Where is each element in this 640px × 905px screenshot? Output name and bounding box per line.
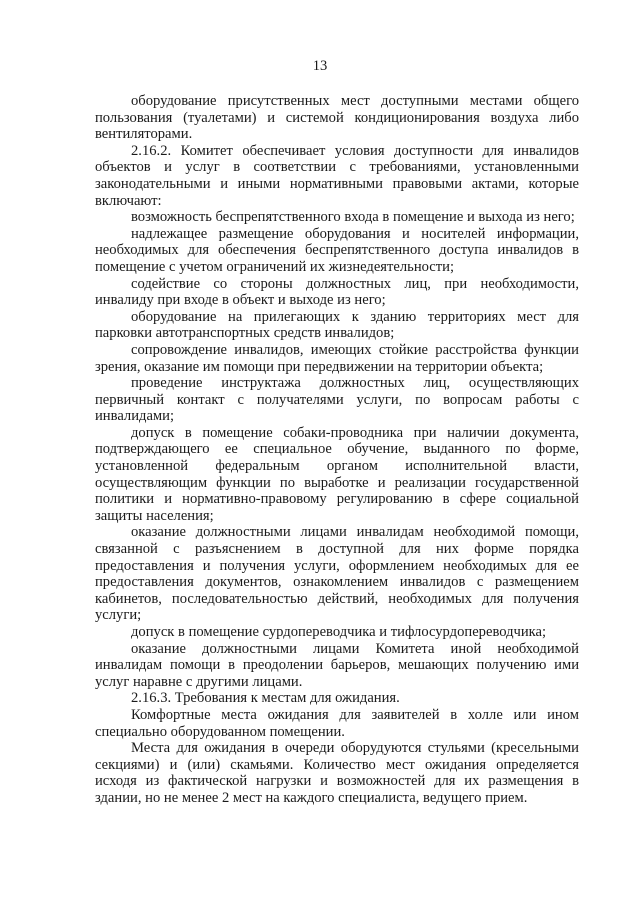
- paragraph: содействие со стороны должностных лиц, при необходимости, инвалиду при входе в объект и выходе из него;: [95, 275, 579, 309]
- page-number: 13: [312, 58, 328, 74]
- paragraph: оказание должностными лицами инвалидам необходимой помощи, связанной с разъяснением в доступной для них форме порядка предоставления и получения услуги, оформлением необходимых для ее предоставления документов, ознакомлением инвалидов с размещением кабинетов, последовательностью действий, необходимых для получения услуги;: [95, 524, 579, 624]
- paragraph: Места для ожидания в очереди оборудуются стульями (кресельными секциями) и (или) скамьями. Количество мест ожидания определяется исходя из фактической нагрузки и возможностей для их размещения в здании, но не менее 2 мест на каждого специалиста, ведущего прием.: [95, 740, 579, 806]
- paragraph: оборудование присутственных мест доступными местами общего пользования (туалетами) и системой кондиционирования воздуха либо вентиляторами.: [95, 93, 579, 143]
- paragraph: проведение инструктажа должностных лиц, осуществляющих первичный контакт с получателями услуги, по вопросам работы с инвалидами;: [95, 375, 579, 425]
- paragraph: 2.16.2. Комитет обеспечивает условия доступности для инвалидов объектов и услуг в соответствии с требованиями, установленными законодательными и иными нормативными правовыми актами, которые включают:: [95, 142, 579, 209]
- paragraph: оказание должностными лицами Комитета иной необходимой инвалидам помощи в преодолении барьеров, мешающих получению ими услуг наравне с другими лицами.: [95, 640, 579, 690]
- paragraph: надлежащее размещение оборудования и носителей информации, необходимых для обеспечения беспрепятственного доступа инвалидов в помещение с учетом ограничений их жизнедеятельности;: [95, 225, 579, 275]
- section-heading: 2.16.3. Требования к местам для ожидания.: [131, 690, 400, 707]
- paragraph: допуск в помещение собаки-проводника при наличии документа, подтверждающего ее специальное обучение, выданного по форме, установленной федеральным органом исполнительной власти, осуществляющим функции по выработке и реализации государственной политики и нормативно-правовому регулированию в сфере социальной защиты населения;: [95, 424, 579, 524]
- paragraph: Комфортные места ожидания для заявителей в холле или ином специально оборудованном помещении.: [95, 706, 579, 740]
- paragraph: допуск в помещение сурдопереводчика и тифлосурдопереводчика;: [131, 624, 547, 640]
- paragraph: возможность беспрепятственного входа в помещение и выхода из него;: [131, 209, 575, 226]
- paragraph: сопровождение инвалидов, имеющих стойкие расстройства функции зрения, оказание им помощи при передвижении на территории объекта;: [95, 341, 579, 375]
- document-body: [95, 93, 579, 807]
- paragraph: оборудование на прилегающих к зданию территориях мест для парковки автотранспортных средств инвалидов;: [95, 308, 579, 342]
